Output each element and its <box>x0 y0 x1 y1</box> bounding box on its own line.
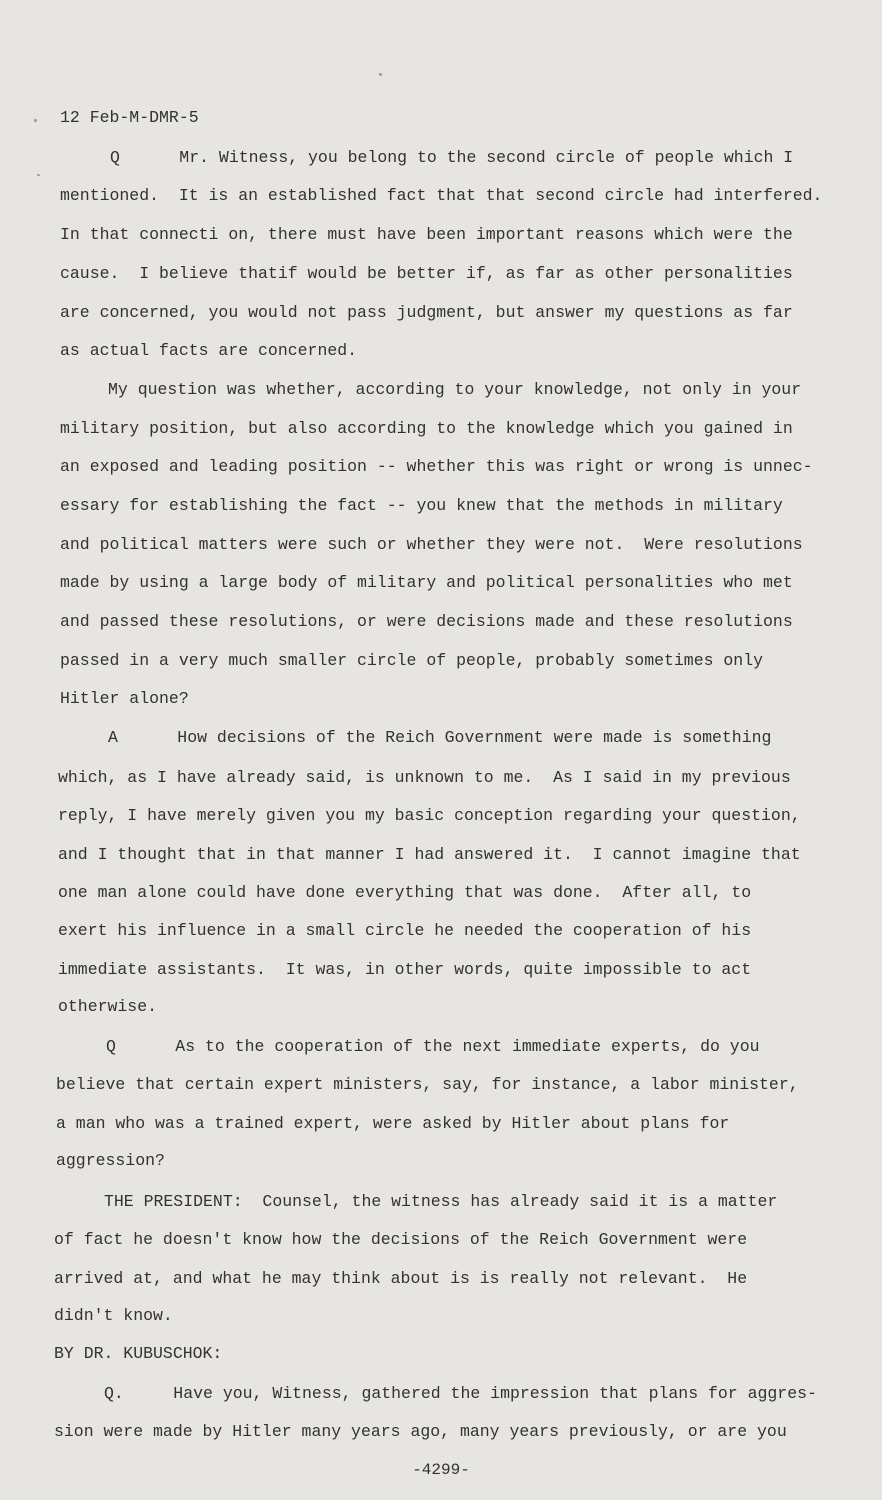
margin-dot <box>34 119 37 122</box>
text-line: are concerned, you would not pass judgment, but answer my questions as far <box>60 303 793 322</box>
text-line: as actual facts are concerned. <box>60 341 358 360</box>
text-line: made by using a large body of military and political personalities who met <box>60 573 793 592</box>
text-line: Q As to the cooperation of the next immediate experts, do you <box>106 1037 760 1056</box>
text-line: otherwise. <box>58 997 158 1016</box>
text-line: A How decisions of the Reich Government were made is something <box>108 728 772 747</box>
text-line: In that connecti on, there must have been important reasons which were the <box>60 225 793 244</box>
text-line: reply, I have merely given you my basic conception regarding your question, <box>58 806 801 825</box>
text-line: a man who was a trained expert, were asked by Hitler about plans for <box>56 1114 730 1133</box>
text-line: mentioned. It is an established fact that that second circle had interfered. <box>60 186 823 205</box>
text-line: arrived at, and what he may think about is is really not relevant. He <box>54 1269 748 1288</box>
text-line: and political matters were such or whether they were not. Were resolutions <box>60 535 803 554</box>
text-line: military position, but also according to the knowledge which you gained in <box>60 419 793 438</box>
text-line: cause. I believe thatif would be better if, as far as other personalities <box>60 264 793 283</box>
text-line: believe that certain expert ministers, say, for instance, a labor minister, <box>56 1075 799 1094</box>
margin-dot <box>379 73 382 76</box>
text-line: THE PRESIDENT: Counsel, the witness has already said it is a matter <box>104 1192 778 1211</box>
text-line: exert his influence in a small circle he needed the cooperation of his <box>58 921 752 940</box>
text-line: and passed these resolutions, or were decisions made and these resolutions <box>60 612 793 631</box>
text-line: My question was whether, according to your knowledge, not only in your <box>108 380 802 399</box>
text-line: immediate assistants. It was, in other words, quite impossible to act <box>58 960 752 979</box>
text-line: Q. Have you, Witness, gathered the impression that plans for aggres- <box>104 1384 817 1403</box>
text-line: sion were made by Hitler many years ago, many years previously, or are you <box>54 1422 787 1441</box>
text-line: Hitler alone? <box>60 689 189 708</box>
text-line: aggression? <box>56 1151 165 1170</box>
speaker-heading: BY DR. KUBUSCHOK: <box>54 1344 223 1363</box>
text-line: didn't know. <box>54 1306 173 1325</box>
text-line: an exposed and leading position -- whether this was right or wrong is unnec- <box>60 457 813 476</box>
text-line: of fact he doesn't know how the decisions of the Reich Government were <box>54 1230 748 1249</box>
text-line: essary for establishing the fact -- you knew that the methods in military <box>60 496 783 515</box>
margin-dot <box>37 174 40 176</box>
text-line: and I thought that in that manner I had answered it. I cannot imagine that <box>58 845 801 864</box>
page-number: -4299- <box>412 1461 470 1479</box>
text-line: passed in a very much smaller circle of people, probably sometimes only <box>60 651 764 670</box>
text-line: Q Mr. Witness, you belong to the second circle of people which I <box>110 148 794 167</box>
text-line: one man alone could have done everything that was done. After all, to <box>58 883 752 902</box>
text-line: which, as I have already said, is unknown to me. As I said in my previous <box>58 768 791 787</box>
page-reference: 12 Feb-M-DMR-5 <box>60 108 199 127</box>
